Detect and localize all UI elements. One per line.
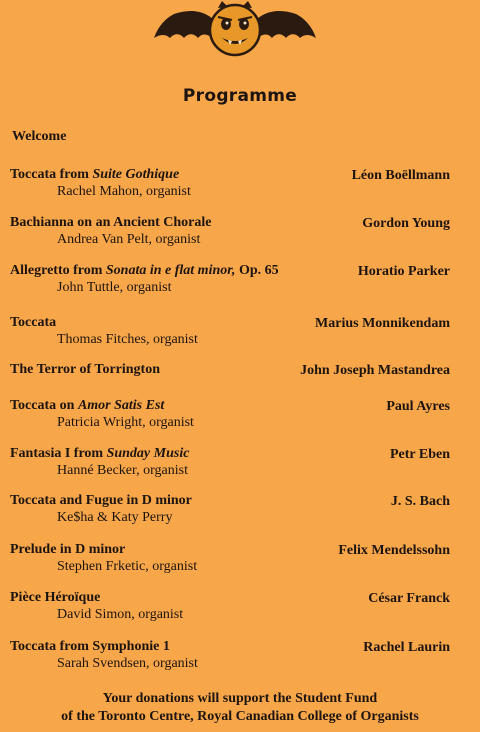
performer-name: John Tuttle, organist xyxy=(57,280,172,295)
performer-name: Andrea Van Pelt, organist xyxy=(57,232,201,247)
page-heading: Programme xyxy=(182,86,298,106)
composer-name: Horatio Parker xyxy=(357,264,450,279)
programme-item xyxy=(0,590,480,632)
programme-item xyxy=(0,446,480,488)
piece-title-text: Allegretto from xyxy=(10,263,106,278)
composer-name: J. S. Bach xyxy=(390,494,450,509)
composer-name: John Joseph Mastandrea xyxy=(300,363,450,378)
piece-title-text: Pièce Héroïque xyxy=(10,590,101,605)
piece-title xyxy=(10,590,100,606)
composer-name: Felix Mendelssohn xyxy=(338,543,450,558)
composer-name: Gordon Young xyxy=(362,216,450,231)
piece-title xyxy=(10,639,170,655)
piece-title-text: Bachianna on an Ancient Chorale xyxy=(10,215,212,230)
piece-title-text: The Terror of Torrington xyxy=(10,362,161,377)
performer-name: Sarah Svendsen, organist xyxy=(57,656,198,671)
composer-name: Léon Boëllmann xyxy=(351,168,450,183)
piece-title-text: Toccata on xyxy=(10,398,78,413)
piece-title xyxy=(10,542,125,558)
piece-title-text: Toccata from xyxy=(10,167,93,182)
programme-item xyxy=(0,542,480,584)
programme-item xyxy=(0,263,480,305)
programme-item xyxy=(0,215,480,257)
footer-line-2: of the Toronto Centre, Royal Canadian College of Organists xyxy=(61,709,419,724)
piece-title-text: Toccata from Symphonie 1 xyxy=(10,639,170,654)
pumpkin-bat-icon xyxy=(152,0,318,60)
piece-title-italic: Suite Gothique xyxy=(92,167,180,182)
piece-title-italic: Sonata in e flat minor, xyxy=(105,263,236,278)
piece-title-text: Prelude in D minor xyxy=(10,542,126,557)
performer-name: Ke$ha & Katy Perry xyxy=(57,510,173,525)
composer-name: Paul Ayres xyxy=(386,399,450,414)
performer-name: Hanné Becker, organist xyxy=(57,463,188,478)
piece-title xyxy=(10,167,179,183)
performer-name: Patricia Wright, organist xyxy=(57,415,194,430)
piece-title xyxy=(10,493,192,509)
footer-note xyxy=(0,690,480,726)
piece-title xyxy=(10,398,164,414)
piece-title xyxy=(10,263,279,279)
programme-item xyxy=(0,315,480,357)
composer-name: Rachel Laurin xyxy=(363,640,450,655)
programme-item xyxy=(0,639,480,681)
piece-title xyxy=(10,362,160,378)
piece-title-italic: Amor Satis Est xyxy=(77,398,165,413)
piece-title-text: Toccata xyxy=(10,315,57,330)
composer-name: Petr Eben xyxy=(389,447,450,462)
welcome-label: Welcome xyxy=(12,129,67,144)
piece-title xyxy=(10,315,56,331)
programme-item xyxy=(0,493,480,535)
composer-name: César Franck xyxy=(368,591,450,606)
programme-item xyxy=(0,167,480,209)
footer-line-1: Your donations will support the Student Fund xyxy=(102,691,378,706)
performer-name: Stephen Frketic, organist xyxy=(57,559,198,574)
performer-name: Thomas Fitches, organist xyxy=(57,332,198,347)
performer-name: David Simon, organist xyxy=(57,607,184,622)
piece-title-text: Toccata and Fugue in D minor xyxy=(10,493,192,508)
performer-name: Rachel Mahon, organist xyxy=(57,184,191,199)
piece-title-suffix: Op. 65 xyxy=(235,263,279,278)
piece-title-italic: Sunday Music xyxy=(106,446,190,461)
piece-title xyxy=(10,215,211,231)
programme-item xyxy=(0,398,480,440)
composer-name: Marius Monnikendam xyxy=(315,316,450,331)
piece-title-text: Fantasia I from xyxy=(10,446,107,461)
piece-title xyxy=(10,446,189,462)
